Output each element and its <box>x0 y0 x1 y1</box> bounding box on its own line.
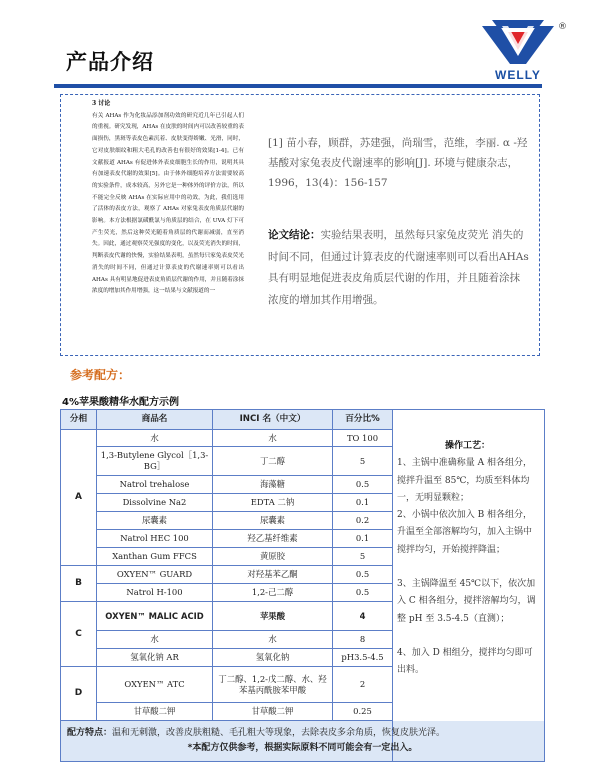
inci-cell: 水 <box>213 430 333 447</box>
process-step: 2、小锅中依次加入 B 相各组分，升温至全部溶解均匀，加入主锅中搅拌均匀，开始搅拌降温； <box>397 510 533 555</box>
trade-name-cell: OXYEN™ MALIC ACID <box>97 602 213 631</box>
inci-cell: 甘草酸二钾 <box>213 703 333 721</box>
formula-table <box>60 409 545 762</box>
percentage-cell: 2 <box>333 667 393 703</box>
inci-cell: 尿囊素 <box>213 512 333 530</box>
percentage-cell: 0.5 <box>333 476 393 494</box>
header-divider <box>54 84 542 88</box>
process-title: 操作工艺： <box>444 441 490 451</box>
conclusion-label: 论文结论： <box>268 229 321 241</box>
trade-name-cell: 1,3-Butylene Glycol［1,3-BG］ <box>97 447 213 476</box>
percentage-cell: 0.5 <box>333 566 393 584</box>
percentage-cell: 4 <box>333 602 393 631</box>
trade-name-cell: 甘草酸二钾 <box>97 703 213 721</box>
header-phase: 分相 <box>61 410 97 430</box>
inci-cell: 黄原胶 <box>213 548 333 566</box>
welly-logo-icon <box>478 16 558 68</box>
header-inci-name: INCI 名（中文） <box>213 410 333 430</box>
inci-cell: 羟乙基纤维素 <box>213 530 333 548</box>
trade-name-cell: Xanthan Gum FFCS <box>97 548 213 566</box>
conclusion-text: 实验结果表明，虽然每只家兔皮荧光 消失的时间不同，但通过计算表皮的代谢速率则可以看出AHAs具有明显地促进表皮角质层代谢的作用，并且随着涂抹浓度的增加其作用增强。 <box>268 229 529 306</box>
reference-formula-heading: 参考配方： <box>70 368 131 382</box>
percentage-cell: 0.1 <box>333 494 393 512</box>
trade-name-cell: Natrol trehalose <box>97 476 213 494</box>
table-header-row <box>61 410 545 430</box>
phase-a-cell: A <box>61 430 97 566</box>
process-step: 3、主锅降温至 45℃以下，依次加入 C 相各组分，搅拌溶解均匀，调整 pH 至 3.5-4.5（直测）； <box>397 579 536 624</box>
formula-table-title: 4%苹果酸精华水配方示例 <box>62 397 179 408</box>
trade-name-cell: 尿囊素 <box>97 512 213 530</box>
paper-scan <box>92 98 244 352</box>
inci-cell: 对羟基苯乙酮 <box>213 566 333 584</box>
trade-name-cell: Dissolvine Na2 <box>97 494 213 512</box>
inci-cell: 丁二醇 <box>213 447 333 476</box>
percentage-cell: 8 <box>333 631 393 649</box>
inci-cell: 丁二醇、1,2-戊二醇、水、羟苯基丙酰胺苯甲酸 <box>213 667 333 703</box>
trade-name-cell: 水 <box>97 430 213 447</box>
inci-cell: 苹果酸 <box>213 602 333 631</box>
process-step: 4、加入 D 相组分，搅拌均匀即可出料。 <box>397 647 533 676</box>
phase-b-cell: B <box>61 566 97 602</box>
page-title: 产品介绍 <box>66 50 154 74</box>
percentage-cell: 0.5 <box>333 584 393 602</box>
percentage-cell: 5 <box>333 548 393 566</box>
process-steps-cell <box>393 410 545 762</box>
trade-name-cell: Natrol H-100 <box>97 584 213 602</box>
reference-citation: [1] 苗小春，顾群，苏建强，尚瑞雪，范维，李丽. α -羟基酸对家兔表皮代谢速率的影响[J]. 环境与健康杂志，1996，13(4)：156-157 <box>268 137 528 189</box>
trade-name-cell: 水 <box>97 631 213 649</box>
registered-mark: ® <box>558 22 567 32</box>
inci-cell: 1,2-己二醇 <box>213 584 333 602</box>
features-label: 配方特点： <box>67 728 113 738</box>
trade-name-cell: OXYEN™ ATC <box>97 667 213 703</box>
phase-d-cell: D <box>61 667 97 721</box>
trade-name-cell: 氢氧化钠 AR <box>97 649 213 667</box>
features-row <box>61 721 545 762</box>
percentage-cell: 0.1 <box>333 530 393 548</box>
welly-logo <box>478 16 568 82</box>
paper-section-heading: 3 讨论 <box>92 100 111 107</box>
percentage-cell: 5 <box>333 447 393 476</box>
percentage-cell: pH3.5-4.5 <box>333 649 393 667</box>
paper-body-text: 有关 AHAs 作为化妆品添加剂功效的研究近几年已引起人们的重视。研究发现，AHAs 在皮肤的时间内可以改善较重的表面损伤，黑斑等表皮色素沉着、皮肤变得娇嫩、光滑，同时，它对皮肤细纹和粗大毛孔的改善也有很好的效果[1-4]。已有文献报道 AHAs 有促进体外表皮细胞生长的作用，说明其具有加速表皮代谢的效果[5]。由于体外细胞培养方法需要较高的实验条件，成本较高，另外它是一种体外的评价方法，所以不能完全反映 AHAs 在实际应用中的功效，为此，我们选用了活体的表皮方法，观察了 AHAs 对家兔表皮角质层代谢的影响。本方法根据氯磺酰氯与角质层的结合，在 UVA 灯下可产生荧光，然后这种荧光随着角质层的代谢而减弱，直至消失。因此，通过观察荧光强度的变化，以及荧光消失的时间，判断表皮代谢的快慢，实验结果表明，虽然每只家兔表皮荧光消失的时间不同，但通过计算表皮的代谢速率则可以看出 AHAs 具有明显地促进表皮角质层代谢的作用，并且随着涂抹浓度的增加其作用增强，这一结果与文献报道的一 <box>92 112 244 295</box>
logo-wordmark: WELLY <box>495 68 541 82</box>
trade-name-cell: Natrol HEC 100 <box>97 530 213 548</box>
paper-conclusion <box>268 225 530 311</box>
inci-cell: EDTA 二钠 <box>213 494 333 512</box>
percentage-cell: TO 100 <box>333 430 393 447</box>
phase-c-cell: C <box>61 602 97 667</box>
features-cell <box>61 721 545 762</box>
features-text: 温和无刺激，改善皮肤粗糙、毛孔粗大等现象，去除表皮多余角质，恢复皮肤光泽。 <box>112 728 446 738</box>
percentage-cell: 0.2 <box>333 512 393 530</box>
process-step: 1、主锅中准确称量 A 相各组分，搅拌升温至 85℃，均质至料体均一，无明显颗粒； <box>397 458 532 503</box>
inci-cell: 水 <box>213 631 333 649</box>
inci-cell: 海藻糖 <box>213 476 333 494</box>
disclaimer-text: *本配方仅供参考，根据实际原料不同可能会有一定出入。 <box>187 743 418 753</box>
inci-cell: 氢氧化钠 <box>213 649 333 667</box>
header-percentage: 百分比% <box>333 410 393 430</box>
percentage-cell: 0.25 <box>333 703 393 721</box>
header-trade-name: 商品名 <box>97 410 213 430</box>
trade-name-cell: OXYEN™ GUARD <box>97 566 213 584</box>
